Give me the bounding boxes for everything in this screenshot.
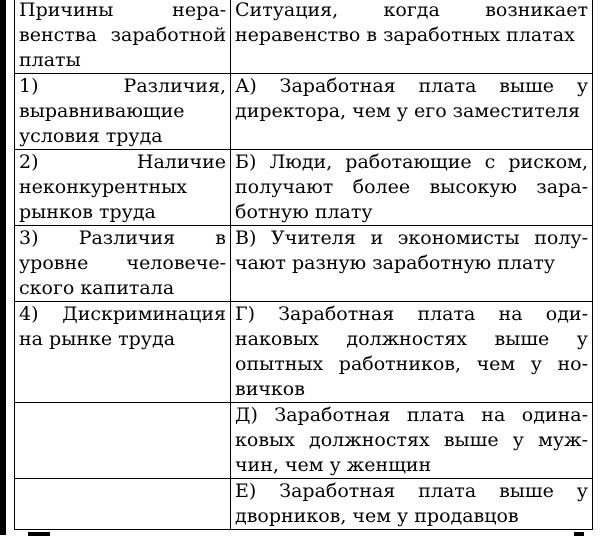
table-row — [15, 302, 593, 403]
cause-cell: 2) Наличие неконкурентных рынков труда — [15, 150, 231, 226]
cause-cell: 3) Различия в уровне человеческого капитала — [15, 226, 231, 302]
situation-cell: Г) Заработная плата на одинаковых должностях выше у опытных работников, чем у новичков — [231, 302, 593, 403]
situation-cell: А) Заработная плата выше у директора, чем у его заместителя — [231, 74, 593, 150]
header-situations: Ситуация, когда возникает неравенство в заработных платах — [231, 0, 593, 74]
situation-cell: Е) Заработная плата выше у дворников, чем у продавцов — [231, 479, 593, 530]
table-row — [15, 403, 593, 479]
page-edge-bar — [0, 0, 6, 535]
table-row — [15, 150, 593, 226]
table-row — [15, 226, 593, 302]
cut-off-text-line — [14, 528, 592, 538]
situation-cell: В) Учителя и экономисты получают разную заработную плату — [231, 226, 593, 302]
situation-cell: Б) Люди, работающие с риском, получают более высокую заработную плату — [231, 150, 593, 226]
matching-table — [14, 0, 593, 530]
situation-cell: Д) Заработная плата на одинаковых должностях выше у мужчин, чем у женщин — [231, 403, 593, 479]
table-row — [15, 74, 593, 150]
cause-cell — [15, 479, 231, 530]
cause-cell: 1) Различия, выравнивающие условия труда — [15, 74, 231, 150]
table-row — [15, 479, 593, 530]
cause-cell: 4) Дискриминация на рынке труда — [15, 302, 231, 403]
table-header-row — [15, 0, 593, 74]
header-causes: Причины неравенства заработной платы — [15, 0, 231, 74]
cause-cell — [15, 403, 231, 479]
